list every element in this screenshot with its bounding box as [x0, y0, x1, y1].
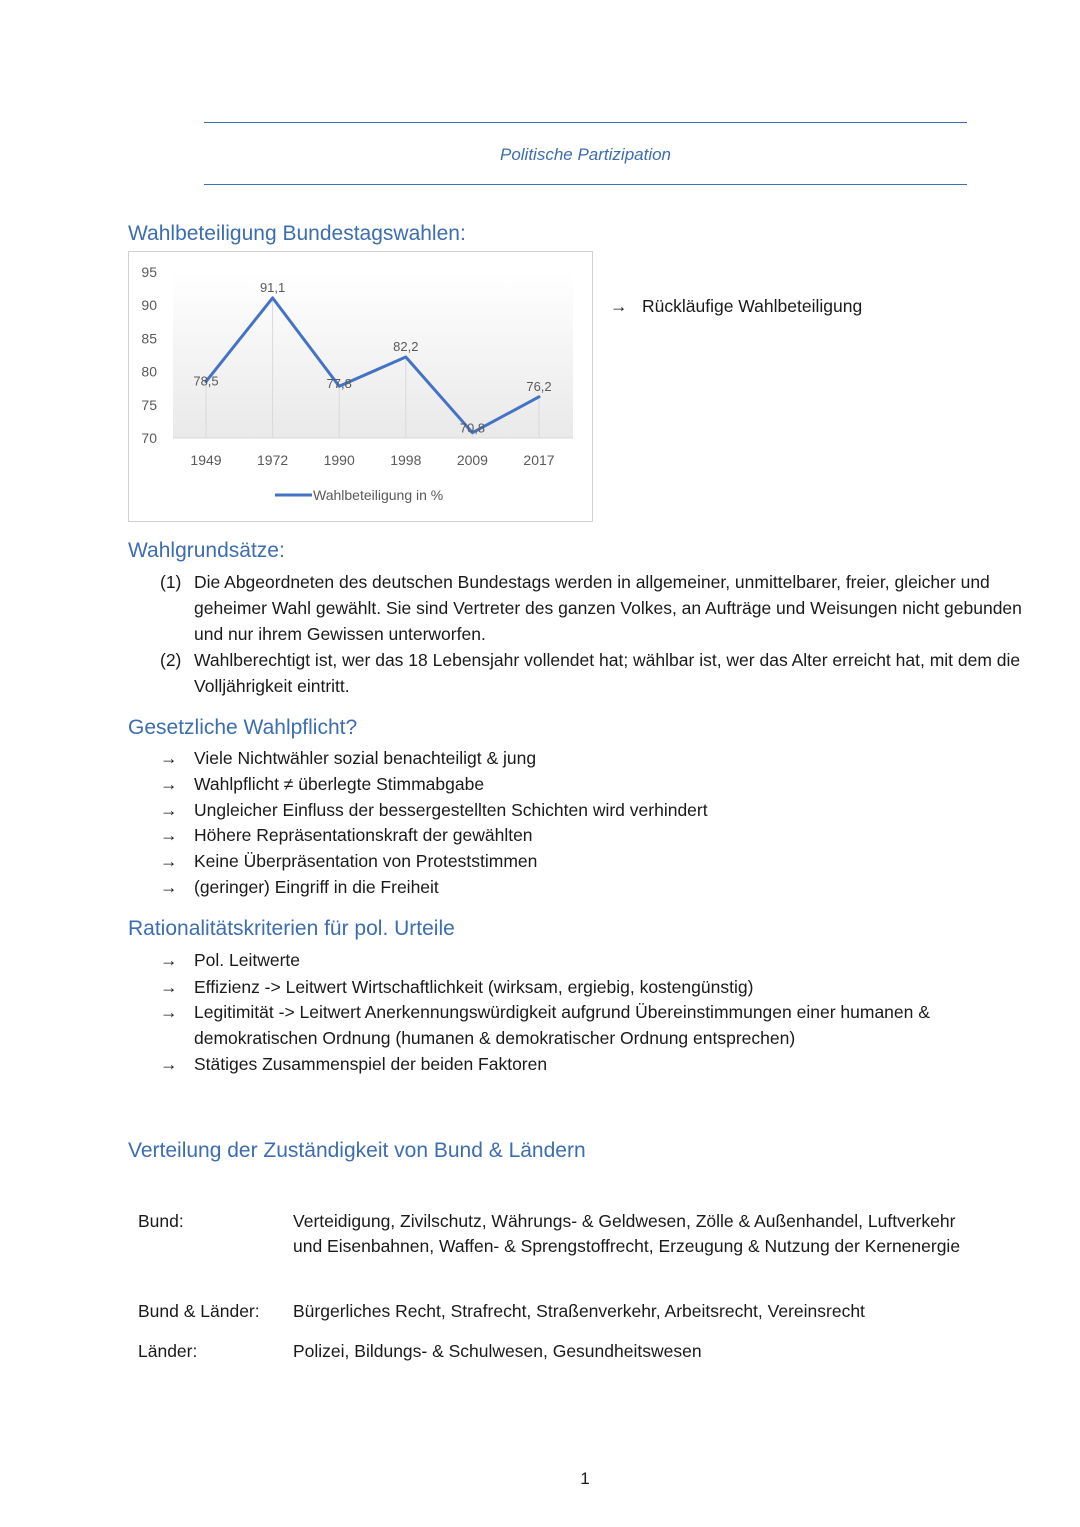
x-tick-label: 2017 — [523, 452, 555, 468]
arrow-right-icon: → — [610, 296, 628, 316]
page-number: 1 — [580, 1469, 590, 1488]
competence-label: Bund & Länder: — [138, 1301, 260, 1321]
principle-item — [160, 647, 1050, 699]
list-item: → Ungleicher Einfluss der bessergestellten Schichten wird verhindert — [160, 798, 1040, 824]
competence-value: Verteidigung, Zivilschutz, Währungs- & Geldwesen, Zölle & Außenhandel, Luftverkehr und Eisenbahnen, Waffen- & Sprengstoffrecht, Erzeugung & Nutzung der Kernenergie — [293, 1211, 961, 1256]
principles-list — [160, 569, 1050, 699]
data-label: 77,8 — [326, 376, 352, 392]
competence-label: Bund: — [138, 1211, 184, 1231]
header-rule-bottom — [204, 184, 967, 185]
arrow-right-icon: → — [160, 1002, 178, 1022]
data-label: 82,2 — [393, 338, 419, 354]
principle-text: Die Abgeordneten des deutschen Bundestags werden in allgemeiner, unmittelbarer, freier, gleicher und geheimer Wahl gewählt. Sie sind Vertreter des ganzen Volkes, an Aufträge und Weisungen nicht gebunden und nur ihrem Gewissen unterworfen. — [194, 572, 1022, 644]
x-tick-label: 1972 — [257, 452, 289, 468]
x-tick-label: 1998 — [390, 452, 422, 468]
list-item: → Pol. Leitwerte — [160, 947, 1040, 974]
turnout-note-text: Rückläufige Wahlbeteiligung — [642, 296, 863, 316]
rationalitaet-list — [160, 947, 1040, 1078]
competence-label: Länder: — [138, 1341, 198, 1361]
arrow-right-icon: → — [160, 950, 178, 970]
principle-text: Wahlberechtigt ist, wer das 18 Lebensjahr vollendet hat; wählbar ist, wer das Alter erreicht hat, mit dem die Volljährigkeit eintritt. — [194, 650, 1021, 696]
list-item: → Keine Überpräsentation von Proteststimmen — [160, 849, 1040, 875]
arrow-right-icon: → — [160, 851, 178, 872]
y-tick-label: 80 — [141, 363, 157, 380]
principle-number: (1) — [160, 572, 182, 592]
x-tick-label: 1990 — [323, 452, 355, 468]
heading-verteilung: Verteilung der Zuständigkeit von Bund & Ländern — [128, 1139, 586, 1162]
heading-rationalitaet: Rationalitätskriterien für pol. Urteile — [128, 917, 455, 940]
heading-wahlbeteiligung: Wahlbeteiligung Bundestagswahlen: — [128, 222, 466, 245]
principle-item — [160, 569, 1050, 647]
principle-number: (2) — [160, 650, 182, 670]
turnout-note — [610, 296, 862, 317]
wahlpflicht-list — [160, 746, 1040, 901]
header-title: Politische Partizipation — [499, 145, 672, 164]
competence-value: Polizei, Bildungs- & Schulwesen, Gesundheitswesen — [293, 1341, 702, 1361]
list-item: → Wahlpflicht ≠ überlegte Stimmabgabe — [160, 772, 1040, 798]
plot-area — [173, 272, 573, 438]
list-item: → Effizienz -> Leitwert Wirtschaftlichkeit (wirksam, ergiebig, kostengünstig) — [160, 974, 1040, 1001]
arrow-right-icon: → — [160, 825, 178, 846]
heading-wahlpflicht: Gesetzliche Wahlpflicht? — [128, 716, 358, 739]
data-label: 70,8 — [459, 420, 486, 436]
list-item: → Höhere Repräsentationskraft der gewählten — [160, 823, 1040, 849]
x-tick-label: 2009 — [456, 452, 488, 468]
heading-wahlgrundsaetze: Wahlgrundsätze: — [128, 539, 285, 562]
arrow-right-icon: → — [160, 1054, 178, 1074]
arrow-right-icon: → — [160, 976, 178, 997]
x-tick-label: 1949 — [190, 452, 222, 468]
data-label: 91,1 — [259, 279, 286, 295]
y-tick-label: 75 — [141, 396, 157, 413]
turnout-chart — [128, 251, 593, 522]
arrow-right-icon: → — [160, 876, 178, 897]
list-item: → Legitimität -> Leitwert Anerkennungswürdigkeit aufgrund Übereinstimmungen einer humanen & demokratischen Ordnung (humanen & demokratischer Ordnung entsprechen) — [160, 1002, 930, 1048]
data-label: 76,2 — [526, 378, 552, 394]
header-rule-top — [204, 122, 967, 123]
y-tick-label: 70 — [141, 430, 157, 446]
list-item: → Viele Nichtwähler sozial benachteiligt & jung — [160, 746, 1040, 772]
y-tick-label: 85 — [141, 330, 157, 347]
y-tick-label: 95 — [141, 264, 157, 280]
legend-label: Wahlbeteiligung in % — [313, 487, 444, 503]
y-tick-label: 90 — [141, 297, 157, 314]
list-item: → Stätiges Zusammenspiel der beiden Faktoren — [160, 1051, 1040, 1078]
list-item: → (geringer) Eingriff in die Freiheit — [160, 875, 1040, 901]
arrow-right-icon: → — [160, 773, 178, 794]
data-label: 78,5 — [193, 373, 219, 389]
arrow-right-icon: → — [160, 799, 178, 820]
arrow-right-icon: → — [160, 748, 178, 768]
competence-value: Bürgerliches Recht, Strafrecht, Straßenverkehr, Arbeitsrecht, Vereinsrecht — [293, 1301, 865, 1321]
turnout-chart-svg — [129, 252, 592, 521]
